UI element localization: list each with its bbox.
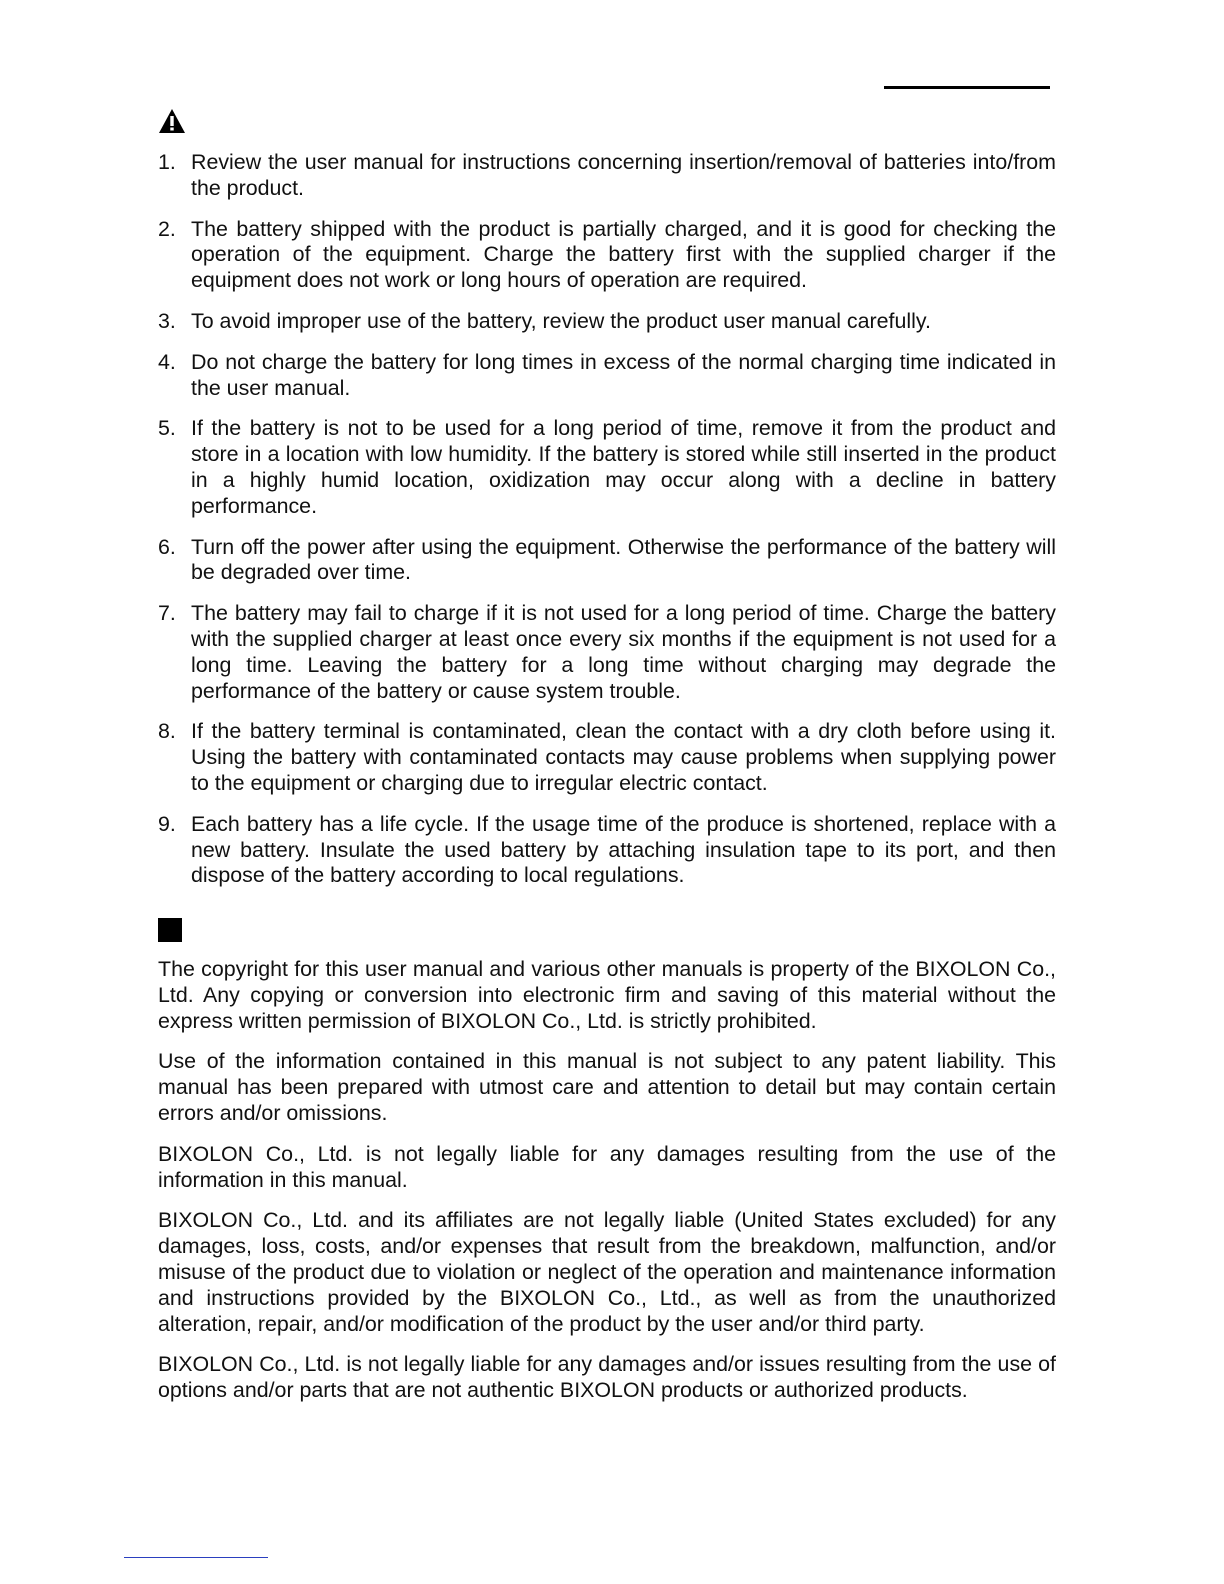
item-number: 9. [158,811,176,836]
item-number: 3. [158,308,176,333]
list-item [158,535,1056,587]
notice-paragraph: Use of the information contained in this manual is not subject to any patent liability. This manual has been prepared with utmost care and attention to detail but may contain certain errors and/or omissions. [158,1049,1056,1125]
battery-caution-list [158,150,1056,904]
item-number: 8. [158,719,176,744]
notice-paragraph: BIXOLON Co., Ltd. and its affiliates are not legally liable (United States excluded) for any damages, loss, costs, and/or expenses that result from the breakdown, malfunction, and/or misuse of the product due to violation or neglect of the operation and maintenance information and instructions provided by the BIXOLON Co., Ltd., as well as from the unauthorized alteration, repair, and/or modification of the product by the user and/or third party. [158,1208,1056,1336]
list-item [158,150,1056,202]
copyright-notice [158,957,1056,1419]
list-item [158,309,1056,335]
list-item [158,416,1056,519]
list-item [158,217,1056,294]
notice-paragraph: BIXOLON Co., Ltd. is not legally liable for any damages and/or issues resulting from the use of options and/or parts that are not authentic BIXOLON products or authorized products. [158,1352,1056,1403]
item-text: Turn off the power after using the equipment. Otherwise the performance of the battery will be degraded over time. [191,534,1056,585]
item-text: The battery may fail to charge if it is not used for a long period of time. Charge the battery with the supplied charger at least once every six months if the equipment is not used for a long time. Leaving the battery for a long time without charging may degrade the performance of the battery or cause system trouble. [191,601,1056,703]
item-number: 5. [158,416,176,441]
list-item [158,350,1056,402]
item-number: 6. [158,534,176,559]
list-item [158,601,1056,704]
item-text: Review the user manual for instructions concerning insertion/removal of batteries into/from the product. [191,150,1056,200]
item-text: If the battery is not to be used for a long period of time, remove it from the product and store in a location with low humidity. If the battery is stored while still inserted in the product in a highly humid location, oxidization may occur along with a decline in battery performance. [191,416,1056,518]
item-text: Each battery has a life cycle. If the usage time of the produce is shortened, replace with a new battery. Insulate the used battery by attaching insulation tape to its port, and then dispose of the battery according to local regulations. [191,811,1056,888]
footer-rule [124,1557,268,1558]
black-square-icon [158,918,182,942]
item-number: 2. [158,216,176,241]
item-number: 7. [158,601,176,626]
item-text: If the battery terminal is contaminated, clean the contact with a dry cloth before using it. Using the battery with contaminated contacts may cause problems when supplying power to the equipment or charging due to irregular electric contact. [191,719,1056,795]
item-text: To avoid improper use of the battery, review the product user manual carefully. [191,308,931,333]
warning-triangle-icon [158,108,186,134]
header-rule [884,86,1050,89]
notice-paragraph: BIXOLON Co., Ltd. is not legally liable for any damages resulting from the use of the information in this manual. [158,1141,1056,1192]
notice-paragraph: The copyright for this user manual and various other manuals is property of the BIXOLON Co., Ltd. Any copying or conversion into electronic firm and saving of this material without the express written permission of BIXOLON Co., Ltd. is strictly prohibited. [158,957,1056,1033]
item-number: 4. [158,349,176,374]
item-text: The battery shipped with the product is partially charged, and it is good for checking the operation of the equipment. Charge the battery first with the supplied charger if the equipment does not work or long hours of operation are required. [191,216,1056,293]
list-item [158,719,1056,796]
list-item [158,812,1056,889]
item-text: Do not charge the battery for long times in excess of the normal charging time indicated in the user manual. [191,349,1056,400]
item-number: 1. [158,150,176,174]
